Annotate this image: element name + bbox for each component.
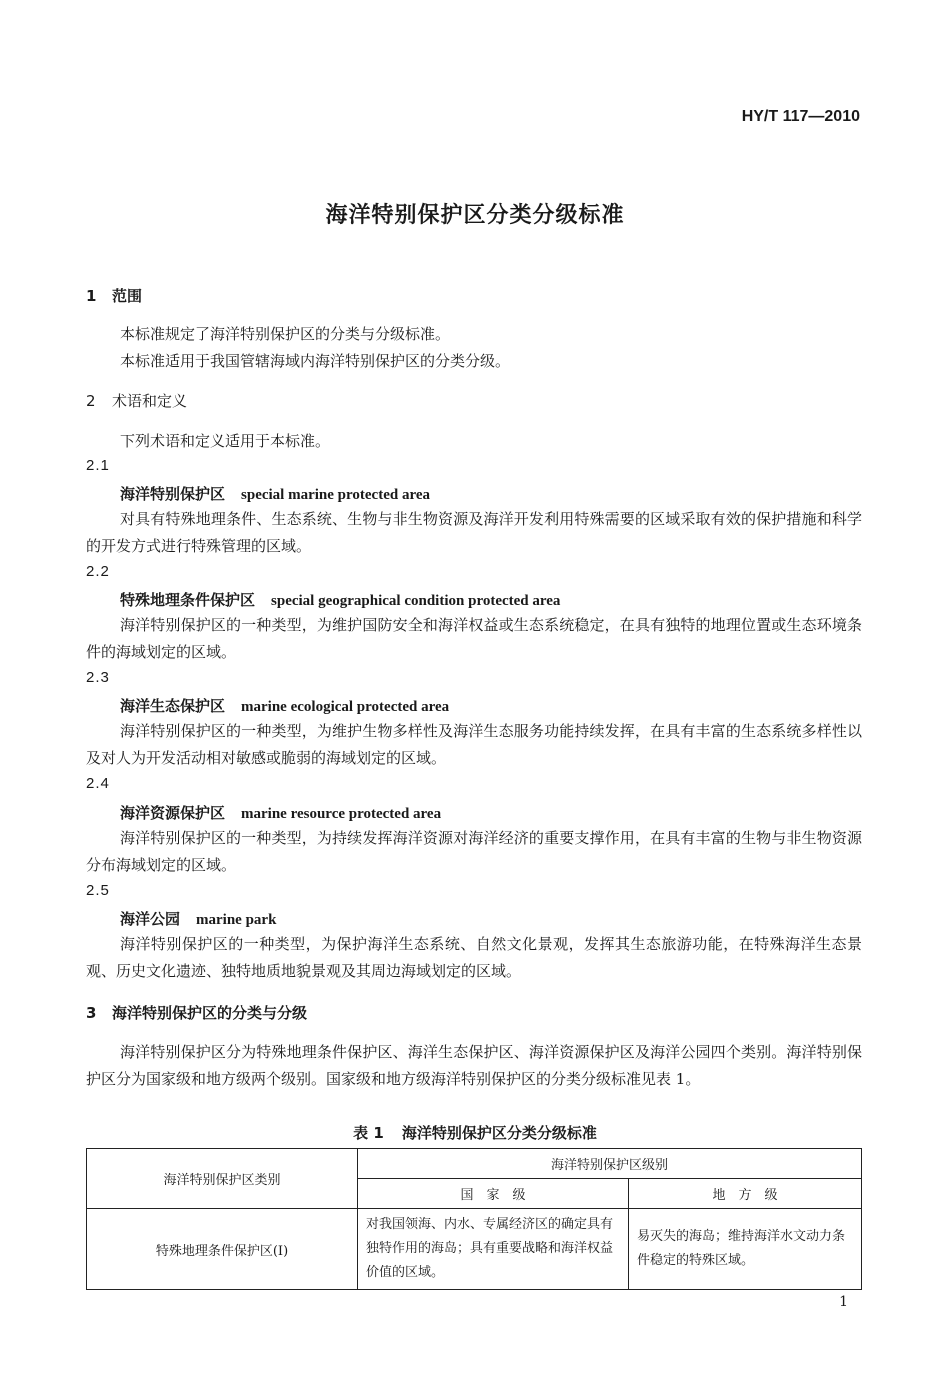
term-number: 2.2 [86, 563, 110, 580]
term-name-zh: 特殊地理条件保护区 [120, 591, 256, 609]
section-title: 海洋特别保护区的分类与分级 [112, 1004, 308, 1022]
term-name-zh: 海洋公园 [120, 910, 181, 928]
term-heading [120, 695, 449, 716]
term-name-en: marine resource protected area [241, 806, 442, 822]
term-name-en: special marine protected area [241, 487, 430, 503]
section-1-paragraph-1: 本标准规定了海洋特别保护区的分类与分级标准。 [120, 325, 451, 343]
term-number: 2.4 [86, 775, 110, 792]
term-name-zh: 海洋特别保护区 [120, 485, 226, 503]
section-2-intro: 下列术语和定义适用于本标准。 [120, 432, 331, 450]
header-local: 地 方 级 [629, 1179, 862, 1209]
term-name-zh: 海洋资源保护区 [120, 804, 226, 822]
term-heading [120, 483, 430, 504]
term-heading [120, 802, 441, 823]
cell-national: 对我国领海、内水、专属经济区的确定具有独特作用的海岛；具有重要战略和海洋权益价值的区域。 [358, 1209, 629, 1290]
term-number: 2.1 [86, 457, 110, 474]
document-title: 海洋特别保护区分类分级标准 [325, 203, 625, 228]
classification-table [86, 1148, 862, 1290]
section-2-heading [86, 390, 187, 411]
section-title: 术语和定义 [112, 392, 188, 410]
term-definition: 海洋特别保护区的一种类型，为维护国防安全和海洋权益或生态系统稳定，在具有独特的地理位置或生态环境条件的海域划定的区域。 [86, 616, 862, 661]
section-number: 1 [86, 287, 97, 305]
term-definition: 海洋特别保护区的一种类型，为持续发挥海洋资源对海洋经济的重要支撑作用，在具有丰富的生物与非生物资源分布海域划定的区域。 [86, 829, 862, 874]
table-number: 表 1 [353, 1124, 384, 1142]
section-1-paragraph-2: 本标准适用于我国管辖海域内海洋特别保护区的分类分级。 [120, 352, 511, 370]
section-3-heading [86, 1002, 307, 1023]
header-national: 国 家 级 [358, 1179, 629, 1209]
header-category: 海洋特别保护区类别 [87, 1149, 358, 1209]
section-title: 范围 [112, 287, 143, 305]
cell-category: 特殊地理条件保护区(Ⅰ) [87, 1209, 358, 1290]
table-caption [0, 1122, 950, 1143]
section-3-paragraph: 海洋特别保护区分为特殊地理条件保护区、海洋生态保护区、海洋资源保护区及海洋公园四个类别。海洋特别保护区分为国家级和地方级两个级别。国家级和地方级海洋特别保护区的分类分级标准见表 1。 [86, 1043, 862, 1088]
term-heading [120, 589, 560, 610]
term-name-en: marine ecological protected area [241, 699, 450, 715]
page-number: 1 [839, 1294, 848, 1310]
term-heading [120, 908, 276, 929]
term-name-zh: 海洋生态保护区 [120, 697, 226, 715]
term-number: 2.5 [86, 882, 110, 899]
section-1-heading [86, 285, 142, 306]
table-header-row [87, 1149, 862, 1179]
term-definition: 海洋特别保护区的一种类型，为维护生物多样性及海洋生态服务功能持续发挥，在具有丰富的生态系统多样性以及对人为开发活动相对敏感或脆弱的海域划定的区域。 [86, 722, 862, 767]
term-definition: 海洋特别保护区的一种类型，为保护海洋生态系统、自然文化景观，发挥其生态旅游功能，在特殊海洋生态景观、历史文化遗迹、独特地质地貌景观及其周边海域划定的区域。 [86, 935, 862, 980]
table-row [87, 1209, 862, 1290]
term-number: 2.3 [86, 669, 110, 686]
term-name-en: marine park [196, 912, 277, 928]
term-definition: 对具有特殊地理条件、生态系统、生物与非生物资源及海洋开发利用特殊需要的区域采取有效的保护措施和科学的开发方式进行特殊管理的区域。 [86, 510, 862, 555]
cell-local: 易灭失的海岛；维持海洋水文动力条件稳定的特殊区域。 [629, 1209, 862, 1290]
header-level: 海洋特别保护区级别 [358, 1149, 862, 1179]
section-number: 3 [86, 1004, 97, 1022]
section-number: 2 [86, 392, 96, 410]
term-name-en: special geographical condition protected area [271, 593, 561, 609]
table-title: 海洋特别保护区分类分级标准 [401, 1124, 597, 1142]
document-code: HY/T 117—2010 [741, 108, 860, 125]
